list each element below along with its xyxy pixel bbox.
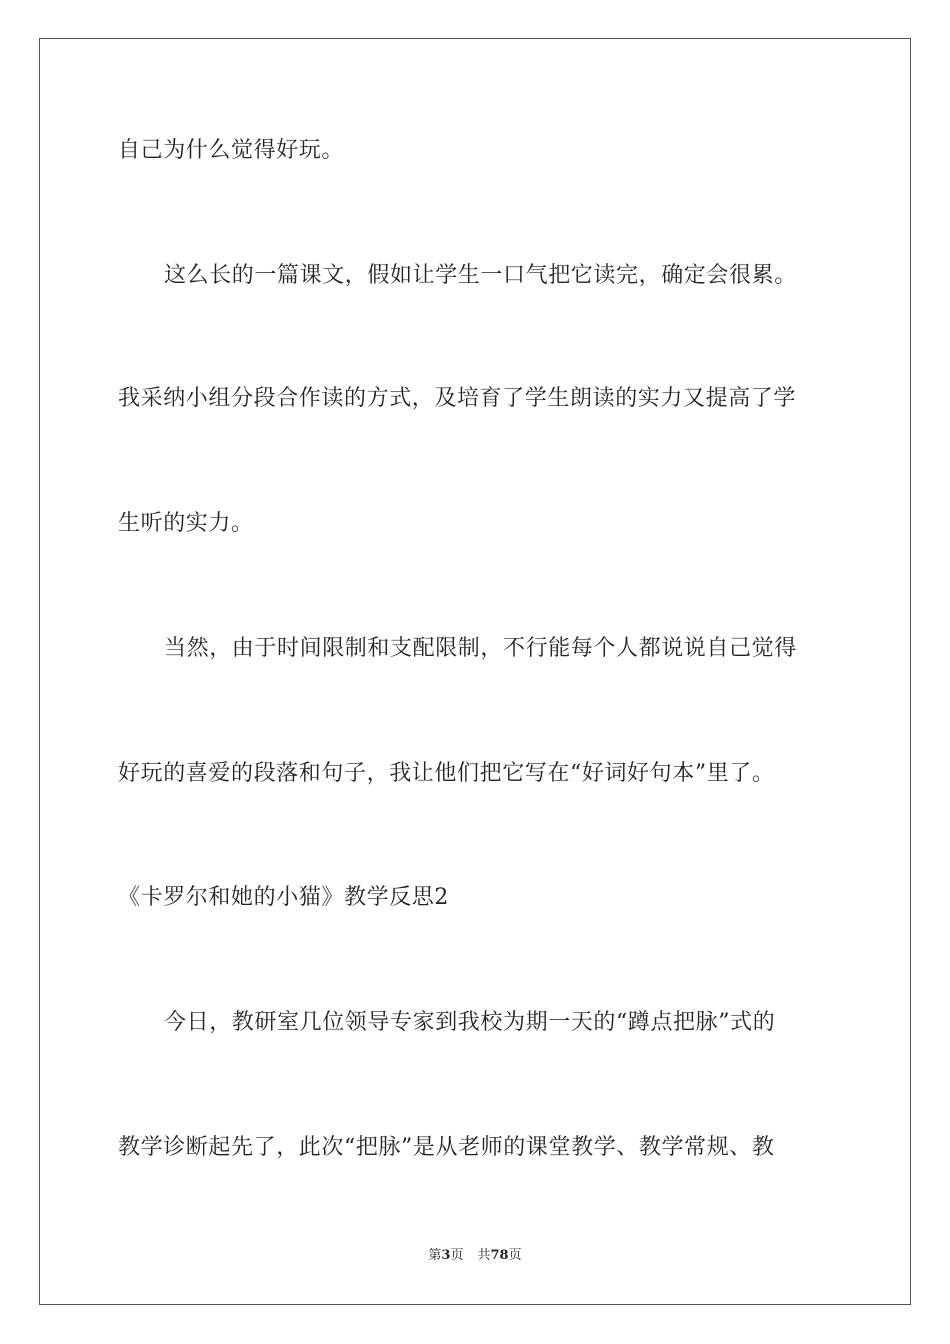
text-line-1: 自己为什么觉得好玩。 xyxy=(118,138,345,163)
text-line-5: 当然，由于时间限制和支配限制，不行能每个人都说说自己觉得 xyxy=(164,636,797,661)
text-line-9: 教学诊断起先了，此次“把脉”是从老师的课堂教学、教学常规、教 xyxy=(118,1135,775,1160)
footer-total-suffix: 页 xyxy=(508,1248,522,1263)
footer-page-prefix: 第 xyxy=(428,1248,442,1263)
page-footer xyxy=(0,1247,950,1265)
text-line-8: 今日，教研室几位领导专家到我校为期一天的“蹲点把脉”式的 xyxy=(164,1010,776,1035)
text-line-3: 我采纳小组分段合作读的方式，及培育了学生朗读的实力又提高了学 xyxy=(118,386,797,411)
footer-total-prefix: 共 xyxy=(477,1248,491,1263)
text-line-6: 好玩的喜爱的段落和句子，我让他们把它写在“好词好句本”里了。 xyxy=(118,761,775,786)
footer-page-suffix: 页 xyxy=(450,1248,464,1263)
text-line-4: 生听的实力。 xyxy=(118,511,254,536)
section-heading: 《卡罗尔和她的小猫》教学反思2 xyxy=(118,885,449,910)
footer-total-pages: 78 xyxy=(490,1248,509,1263)
page-border xyxy=(39,38,911,1305)
text-line-2: 这么长的一篇课文，假如让学生一口气把它读完，确定会很累。 xyxy=(164,263,797,288)
footer-page-number: 3 xyxy=(441,1248,451,1263)
